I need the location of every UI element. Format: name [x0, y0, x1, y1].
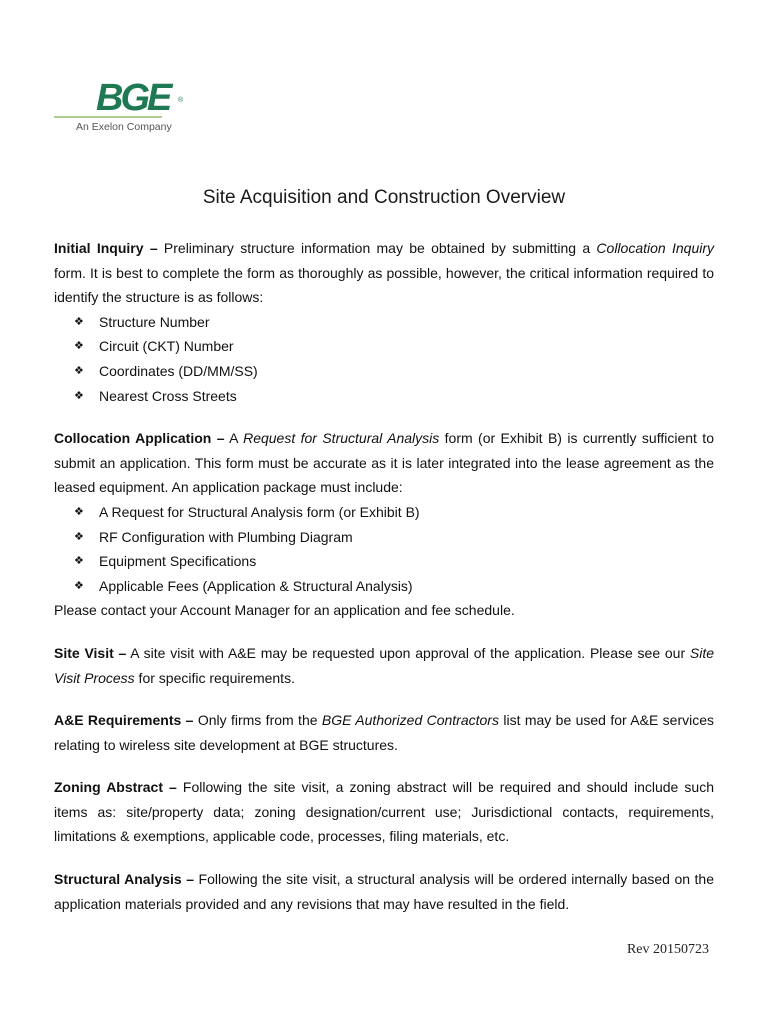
structural-analysis-paragraph [54, 867, 714, 916]
site-visit-heading: Site Visit – [54, 644, 127, 661]
list-item [74, 310, 714, 335]
list-item-label: Nearest Cross Streets [99, 387, 237, 404]
diamond-bullet-icon: ❖ [74, 364, 84, 377]
initial-inquiry-text: Preliminary structure information may be obtained by submitting a [157, 240, 597, 256]
diamond-bullet-icon: ❖ [74, 389, 84, 402]
document-body [54, 236, 714, 916]
ae-requirements-text-cont: list may be used for A&E services relating to wireless site development at BGE structures. [54, 712, 715, 753]
diamond-bullet-icon: ❖ [74, 315, 84, 328]
initial-inquiry-paragraph [54, 236, 714, 310]
site-visit-text: A site visit with A&E may be requested upon approval of the application. Please see our [126, 644, 690, 661]
zoning-abstract-heading: Zoning Abstract – [54, 779, 177, 796]
site-visit-text-cont: for specific requirements. [134, 669, 295, 686]
bge-logo [54, 72, 194, 142]
list-item-label: A Request for Structural Analysis form (or Exhibit B) [99, 503, 420, 520]
ae-requirements-paragraph [54, 708, 714, 757]
diamond-bullet-icon: ❖ [74, 530, 84, 543]
page-title: Site Acquisition and Construction Overview [202, 187, 566, 208]
list-item-label: Coordinates (DD/MM/SS) [99, 362, 258, 379]
list-item-label: RF Configuration with Plumbing Diagram [99, 528, 353, 545]
collocation-application-text: A [224, 430, 244, 447]
list-item-label: Structure Number [99, 313, 210, 330]
list-item [74, 525, 714, 550]
authorized-contractors-list-name: BGE Authorized Contractors [321, 712, 499, 729]
collocation-application-text-cont: form (or Exhibit B) is currently sufficient to submit an application. This form must be accurate as it is later integrated into the lease agreement as the leased equipment. An application package must include: [54, 430, 714, 496]
list-item-label: Circuit (CKT) Number [99, 338, 234, 355]
diamond-bullet-icon: ❖ [74, 505, 84, 518]
logo-tagline: An Exelon Company [76, 121, 172, 133]
site-visit-process-name: Site Visit Process [54, 644, 714, 686]
logo-wordmark: BGE [96, 77, 170, 119]
revision-label: Rev 20150723 [626, 942, 709, 957]
ae-requirements-heading: A&E Requirements – [54, 712, 194, 729]
list-item [74, 549, 714, 574]
account-manager-note: Please contact your Account Manager for an application and fee schedule. [54, 602, 515, 619]
list-item [74, 334, 714, 359]
structural-analysis-heading: Structural Analysis – [54, 871, 195, 888]
list-item [74, 574, 714, 599]
diamond-bullet-icon: ❖ [74, 555, 84, 568]
ae-requirements-text: Only firms from the [193, 712, 322, 729]
application-package-list [54, 500, 714, 598]
structural-analysis-form-name: Request for Structural Analysis [243, 430, 440, 447]
collocation-application-heading: Collocation Application – [54, 430, 225, 447]
diamond-bullet-icon: ❖ [74, 579, 84, 592]
list-item-label: Equipment Specifications [99, 553, 257, 570]
structural-analysis-text: Following the site visit, a structural analysis will be ordered internally based on the application materials provided and any revisions that may have resulted in the field. [54, 871, 714, 912]
list-item [74, 500, 714, 525]
list-item [74, 384, 714, 409]
zoning-abstract-text: Following the site visit, a zoning abstract will be required and should include such items as: site/property data; zoning designation/current use; Jurisdictional contacts, requirements, limitations & exemptions, applicable code, processes, filing materials, etc. [54, 779, 714, 845]
registered-mark: ® [178, 97, 184, 104]
collocation-application-paragraph [54, 426, 714, 500]
zoning-abstract-paragraph [54, 775, 714, 849]
list-item-label: Applicable Fees (Application & Structural Analysis) [99, 577, 413, 594]
initial-inquiry-text-cont: form. It is best to complete the form as thoroughly as possible, however, the critical information required to identify the structure is as follows: [54, 264, 714, 306]
collocation-inquiry-form-name: Collocation Inquiry [596, 240, 714, 256]
list-item [74, 359, 714, 384]
initial-inquiry-heading: Initial Inquiry – [54, 240, 158, 256]
site-visit-paragraph [54, 641, 714, 690]
bge-logo-mark [54, 72, 194, 122]
structure-info-list [54, 310, 714, 408]
diamond-bullet-icon: ❖ [74, 340, 84, 353]
